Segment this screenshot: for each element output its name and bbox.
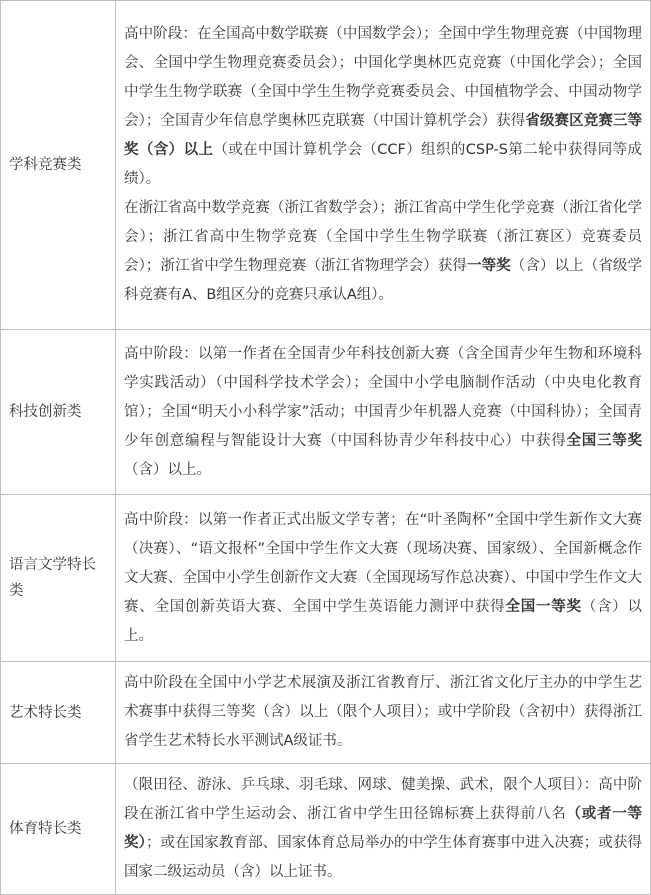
text-segment: 高中阶段：在全国高中数学联赛（中国数学会）；全国中学生物理竞赛（中国物理会、全国中学生物理竞赛委员会）；中国化学奥林匹克竞赛（中国化学会）；全国中学生生物学联赛（全国中学生生物学竞赛委员会、中国植物学会、中国动物学会）；全国青少年信息学奥林匹克联赛（中国计算机学会）获得 — [124, 26, 642, 129]
text-segment: 高中阶段在全国中小学艺术展演及浙江省教育厅、浙江省文化厅主办的中学生艺术赛事中获得三等奖（含）以上（限个人项目）；或中学阶段（含初中）获得浙江省学生艺术特长水平测试A级证书。 — [124, 675, 642, 749]
category-cell: 语言文学特长类 — [1, 495, 116, 662]
highlight-text: （或者一等奖） — [124, 806, 642, 851]
paragraph — [124, 506, 642, 651]
text-segment: 高中阶段：以第一作者在全国青少年科技创新大赛（含全国青少年生物和环境科学实践活动）（中国科学技术学会）；全国中小学电脑制作活动（中央电化教育馆）；全国“明天小小科学家”活动；中国青少年机器人竞赛（中国科协）；全国青少年创意编程与智能设计大赛（中国科协青少年科技中心）中获得 — [124, 345, 642, 449]
text-segment: （含）以上（省级学科竞赛有A、B组区分的竞赛只承认A组）。 — [124, 258, 643, 303]
highlight-text: 全国三等奖 — [566, 432, 642, 449]
paragraph — [124, 771, 642, 887]
text-segment: 在浙江省高中数学竞赛（浙江省数学会）；浙江省高中学生化学竞赛（浙江省化学会）；浙江省高中生物学竞赛（全国中学生生物学联赛（浙江赛区）竞赛委员会）；浙江省中学生物理竞赛（浙江省物理学会）获得 — [124, 200, 642, 274]
text-segment: 高中阶段：以第一作者正式出版文学专著；在“叶圣陶杯”全国中学生新作文大赛（决赛）、“语文报杯”全国中学生作文大赛（现场决赛、国家级）、全国新概念作文大赛、全国中小学生创新作文大赛（全国现场写作总决赛）、中国中学生作文大赛、全国创新英语大赛、全国中学生英语能力测评中获得 — [124, 511, 642, 615]
text-segment: （含）以上。 — [124, 461, 211, 478]
paragraph — [124, 194, 642, 310]
highlight-text: 一等奖 — [466, 258, 511, 274]
table-row — [1, 1, 651, 330]
table-row — [1, 764, 651, 895]
text-segment: （含）以上。 — [124, 598, 643, 644]
highlight-text: 全国一等奖 — [505, 598, 582, 615]
category-cell: 艺术特长类 — [1, 662, 116, 764]
description-cell — [116, 1, 651, 330]
text-segment: ；或在国家教育部、国家体育总局举办的中学生体育赛事中进入决赛；或获得国家二级运动员（含）以上证书。 — [124, 835, 642, 880]
table-row — [1, 330, 651, 495]
paragraph — [124, 340, 642, 485]
category-cell: 体育特长类 — [1, 764, 116, 895]
description-cell — [116, 330, 651, 495]
table-row — [1, 495, 651, 662]
category-cell: 学科竞赛类 — [1, 1, 116, 330]
paragraph — [124, 669, 642, 756]
description-cell — [116, 495, 651, 662]
text-segment: （或在中国计算机学会（CCF）组织的CSP-S第二轮中获得同等成绩）。 — [124, 142, 643, 187]
paragraph — [124, 20, 642, 194]
category-cell: 科技创新类 — [1, 330, 116, 495]
highlight-text: 省级赛区竞赛三等奖（含）以上 — [124, 113, 643, 158]
text-segment: （限田径、游泳、乒乓球、羽毛球、网球、健美操、武术，限个人项目）：高中阶段在浙江省中学生运动会、浙江省中学生田径锦标赛上获得前八名 — [124, 777, 642, 822]
description-cell — [116, 764, 651, 895]
table-row — [1, 662, 651, 764]
description-cell — [116, 662, 651, 764]
